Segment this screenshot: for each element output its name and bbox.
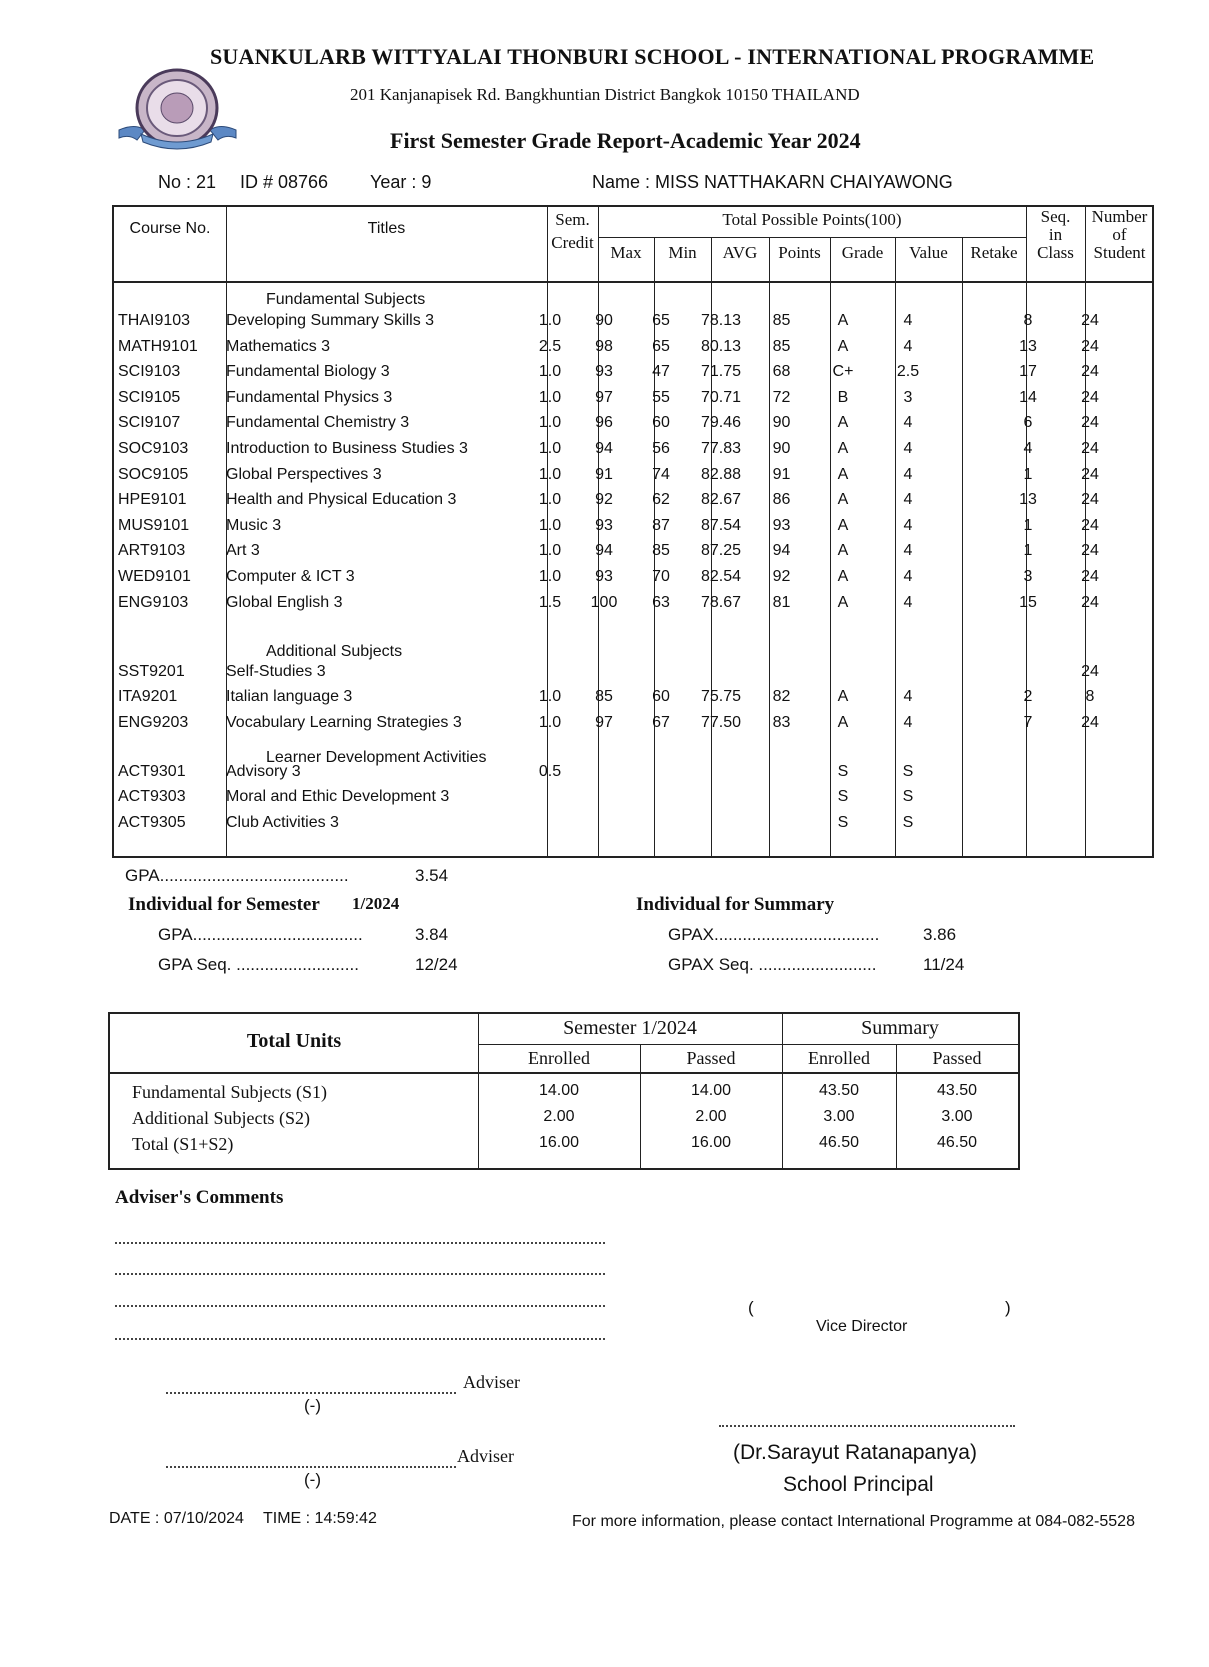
cell-avg: 71.75 bbox=[700, 363, 742, 381]
cell-code: THAI9103 bbox=[118, 312, 191, 329]
sem-gpa-value: 3.84 bbox=[415, 925, 449, 944]
cell-grade: A bbox=[837, 491, 849, 509]
table-row bbox=[114, 590, 1152, 616]
cell-title: Fundamental Chemistry 3 bbox=[226, 414, 410, 432]
cell-value: 4 bbox=[903, 491, 913, 509]
cell-grade: A bbox=[837, 593, 849, 611]
cell-points: 94 bbox=[772, 542, 791, 560]
cell-avg: 75.75 bbox=[700, 688, 742, 706]
cell-grade: A bbox=[837, 516, 849, 534]
cell-seq: 13 bbox=[1019, 491, 1037, 509]
cell-seq: 7 bbox=[1023, 713, 1033, 731]
header-sem: Sem. bbox=[555, 210, 590, 229]
cell-code: MUS9101 bbox=[118, 516, 190, 534]
units-cell: 3.00 bbox=[823, 1108, 855, 1125]
units-sem-passed: Passed bbox=[686, 1048, 736, 1068]
cell-grade: S bbox=[837, 788, 849, 806]
gpax-seq-value: 11/24 bbox=[923, 955, 965, 974]
table-row bbox=[114, 538, 1152, 564]
header-number-of: of bbox=[1112, 225, 1127, 244]
cell-credit: 1.0 bbox=[538, 516, 562, 534]
cell-value: 4 bbox=[903, 516, 913, 534]
cell-num: 24 bbox=[1081, 414, 1099, 432]
cell-min: 60 bbox=[652, 688, 670, 706]
cell-avg: 70.71 bbox=[700, 388, 742, 406]
comments-heading: Adviser's Comments bbox=[115, 1187, 284, 1208]
cell-code: SOC9105 bbox=[118, 465, 189, 483]
units-row-label: Fundamental Subjects (S1) bbox=[132, 1082, 327, 1102]
units-cell: 43.50 bbox=[818, 1082, 860, 1099]
adviser-signature-line bbox=[166, 1392, 456, 1394]
cell-title: Global Perspectives 3 bbox=[226, 465, 382, 483]
cell-code: ACT9305 bbox=[118, 813, 186, 831]
report-title: First Semester Grade Report-Academic Year 2024 bbox=[390, 128, 861, 153]
cell-min: 74 bbox=[652, 465, 670, 483]
comment-line bbox=[115, 1338, 605, 1340]
section-additional: Additional Subjects bbox=[266, 643, 403, 660]
cell-avg: 77.50 bbox=[700, 713, 742, 731]
semester-term: 1/2024 bbox=[352, 894, 400, 913]
units-cell: 2.00 bbox=[695, 1108, 727, 1125]
cell-avg: 82.88 bbox=[700, 465, 742, 483]
cell-points: 82 bbox=[772, 688, 791, 706]
cell-points: 72 bbox=[772, 388, 791, 406]
units-sem-enrolled: Enrolled bbox=[528, 1048, 590, 1068]
cell-code: ACT9303 bbox=[118, 788, 186, 806]
cell-max: 91 bbox=[595, 465, 613, 483]
cell-num: 24 bbox=[1081, 440, 1099, 457]
table-row bbox=[114, 659, 1152, 685]
cell-code: SOC9103 bbox=[118, 440, 189, 457]
cell-seq: 2 bbox=[1023, 688, 1033, 706]
student-name: Name : MISS NATTHAKARN CHAIYAWONG bbox=[592, 172, 953, 192]
cell-max: 98 bbox=[595, 337, 613, 355]
cell-num: 24 bbox=[1081, 542, 1099, 560]
header-grade: Grade bbox=[841, 243, 884, 262]
table-row bbox=[114, 436, 1152, 462]
cell-min: 55 bbox=[652, 388, 670, 406]
cell-points: 81 bbox=[772, 593, 791, 611]
cell-points: 91 bbox=[772, 465, 791, 483]
cell-code: SST9201 bbox=[118, 662, 185, 680]
table-row bbox=[114, 359, 1152, 385]
cell-title: Club Activities 3 bbox=[226, 813, 339, 831]
header-max: Max bbox=[610, 243, 642, 262]
adviser-name-1: (-) bbox=[304, 1396, 321, 1415]
units-sum-passed: Passed bbox=[932, 1048, 982, 1068]
table-row bbox=[114, 684, 1152, 710]
cell-avg: 87.25 bbox=[700, 542, 742, 560]
cell-min: 56 bbox=[652, 440, 670, 457]
gpax-value: 3.86 bbox=[923, 925, 957, 944]
header-course-no: Course No. bbox=[129, 220, 211, 237]
cell-code: ENG9203 bbox=[118, 713, 189, 731]
header-retake: Retake bbox=[970, 243, 1018, 262]
cell-points: 85 bbox=[772, 312, 791, 329]
cell-seq: 1 bbox=[1023, 542, 1033, 560]
cell-points: 85 bbox=[772, 337, 791, 355]
table-row bbox=[114, 410, 1152, 436]
cell-credit: 1.0 bbox=[538, 542, 562, 560]
cell-min: 67 bbox=[652, 713, 670, 731]
cell-max: 93 bbox=[595, 516, 613, 534]
header-number-student: Student bbox=[1093, 243, 1146, 262]
vice-open-paren: ( bbox=[748, 1298, 754, 1317]
header-avg: AVG bbox=[722, 243, 758, 262]
cell-min: 70 bbox=[652, 568, 670, 585]
cell-value: 4 bbox=[903, 337, 913, 355]
units-cell: 46.50 bbox=[936, 1134, 978, 1151]
units-cell: 14.00 bbox=[538, 1082, 580, 1099]
cell-grade: A bbox=[837, 337, 849, 355]
units-cell: 2.00 bbox=[543, 1108, 575, 1125]
cell-credit: 1.0 bbox=[538, 363, 562, 381]
cell-seq: 17 bbox=[1019, 363, 1037, 381]
report-time: TIME : 14:59:42 bbox=[263, 1510, 377, 1527]
cell-grade: A bbox=[837, 440, 849, 457]
cell-num: 8 bbox=[1085, 688, 1095, 706]
cell-seq: 4 bbox=[1023, 440, 1033, 457]
header-seq-in: in bbox=[1048, 225, 1063, 244]
cell-avg: 82.54 bbox=[700, 568, 742, 585]
cell-value: 2.5 bbox=[896, 363, 920, 381]
cell-min: 65 bbox=[652, 337, 670, 355]
cell-grade: A bbox=[837, 713, 849, 731]
sem-seq-value: 12/24 bbox=[415, 955, 458, 974]
cell-title: Computer & ICT 3 bbox=[226, 568, 355, 585]
cell-title: Self-Studies 3 bbox=[226, 662, 326, 680]
cell-min: 65 bbox=[652, 312, 670, 329]
table-row bbox=[114, 334, 1152, 360]
student-year: Year : 9 bbox=[370, 172, 432, 192]
cell-title: Music 3 bbox=[226, 516, 282, 534]
cell-code: WED9101 bbox=[118, 568, 191, 585]
units-cell: 43.50 bbox=[936, 1082, 978, 1099]
cell-avg: 78.67 bbox=[700, 593, 742, 611]
cell-min: 87 bbox=[652, 516, 670, 534]
table-row bbox=[114, 487, 1152, 513]
cell-max: 93 bbox=[595, 363, 613, 381]
cell-min: 63 bbox=[652, 593, 670, 611]
cell-credit: 2.5 bbox=[538, 337, 562, 355]
header-value: Value bbox=[909, 243, 948, 262]
cell-grade: A bbox=[837, 414, 849, 432]
adviser-label-1: Adviser bbox=[463, 1372, 520, 1392]
cell-value: 4 bbox=[903, 465, 913, 483]
cell-avg: 82.67 bbox=[700, 491, 742, 509]
cell-title: Vocabulary Learning Strategies 3 bbox=[226, 713, 462, 731]
cell-seq: 14 bbox=[1019, 388, 1037, 406]
cell-title: Developing Summary Skills 3 bbox=[226, 312, 435, 329]
adviser-label-2: Adviser bbox=[457, 1446, 514, 1466]
units-cell: 16.00 bbox=[690, 1134, 732, 1151]
gpax-label: GPAX................................... bbox=[668, 925, 880, 944]
cell-seq: 1 bbox=[1023, 465, 1033, 483]
table-row bbox=[114, 385, 1152, 411]
units-summary: Summary bbox=[861, 1017, 939, 1039]
cell-num: 24 bbox=[1081, 568, 1099, 585]
principal-signature-line bbox=[719, 1425, 1015, 1427]
cell-title: Introduction to Business Studies 3 bbox=[226, 440, 468, 457]
cell-min: 47 bbox=[652, 363, 670, 381]
cell-min: 60 bbox=[652, 414, 670, 432]
cell-grade: S bbox=[837, 813, 849, 831]
units-table bbox=[108, 1012, 1020, 1170]
cell-seq: 13 bbox=[1019, 337, 1037, 355]
cell-grade: A bbox=[837, 542, 849, 560]
header-titles: Titles bbox=[367, 220, 406, 237]
table-row bbox=[114, 564, 1152, 590]
cell-title: Mathematics 3 bbox=[226, 337, 331, 355]
cell-value: 4 bbox=[903, 688, 913, 706]
cell-max: 96 bbox=[595, 414, 613, 432]
cell-credit: 1.0 bbox=[538, 388, 562, 406]
header-seq: Seq. bbox=[1040, 207, 1071, 226]
cell-avg: 80.13 bbox=[700, 337, 742, 355]
cell-min: 62 bbox=[652, 491, 670, 509]
cell-value: 4 bbox=[903, 568, 913, 585]
cell-code: ENG9103 bbox=[118, 593, 189, 611]
units-semester: Semester 1/2024 bbox=[563, 1017, 697, 1039]
header-min: Min bbox=[668, 243, 697, 262]
gpax-seq-label: GPAX Seq. ......................... bbox=[668, 955, 877, 974]
table-row bbox=[114, 462, 1152, 488]
cell-value: 4 bbox=[903, 713, 913, 731]
units-sum-enrolled: Enrolled bbox=[808, 1048, 870, 1068]
cell-value: 3 bbox=[903, 388, 913, 406]
summary-heading: Individual for Summary bbox=[636, 894, 835, 915]
cell-credit: 1.0 bbox=[538, 465, 562, 483]
cell-min: 85 bbox=[652, 542, 670, 560]
cell-code: MATH9101 bbox=[118, 337, 198, 355]
table-row bbox=[114, 513, 1152, 539]
cell-avg: 79.46 bbox=[700, 414, 742, 432]
vice-close-paren: ) bbox=[1005, 1298, 1011, 1317]
student-id: ID # 08766 bbox=[240, 172, 329, 192]
grade-table bbox=[112, 205, 1154, 858]
cell-code: SCI9105 bbox=[118, 388, 181, 406]
table-row bbox=[114, 710, 1152, 736]
cell-credit: 1.0 bbox=[538, 312, 562, 329]
cell-code: ITA9201 bbox=[118, 688, 178, 706]
cell-num: 24 bbox=[1081, 516, 1099, 534]
cell-title: Health and Physical Education 3 bbox=[226, 491, 457, 509]
cell-seq: 1 bbox=[1023, 516, 1033, 534]
cell-credit: 1.0 bbox=[538, 491, 562, 509]
principal-name: (Dr.Sarayut Ratanapanya) bbox=[733, 1441, 977, 1464]
units-cell: 16.00 bbox=[538, 1134, 580, 1151]
cell-credit: 1.0 bbox=[538, 713, 562, 731]
cell-points: 86 bbox=[772, 491, 791, 509]
cell-grade: S bbox=[837, 762, 849, 780]
school-address: 201 Kanjanapisek Rd. Bangkhuntian District Bangkok 10150 THAILAND bbox=[350, 85, 860, 104]
cell-credit: 1.5 bbox=[538, 593, 562, 611]
header-points: Points bbox=[778, 243, 821, 262]
units-row-label: Total (S1+S2) bbox=[132, 1134, 234, 1154]
header-total-points: Total Possible Points(100) bbox=[722, 210, 902, 229]
cell-value: 4 bbox=[903, 593, 913, 611]
contact-info: For more information, please contact International Programme at 084-082-5528 bbox=[572, 1513, 1135, 1530]
cell-value: 4 bbox=[903, 542, 913, 560]
cell-num: 24 bbox=[1081, 593, 1099, 611]
cell-avg: 78.13 bbox=[700, 312, 742, 329]
cell-credit: 1.0 bbox=[538, 688, 562, 706]
cell-code: SCI9107 bbox=[118, 414, 181, 432]
cell-points: 90 bbox=[772, 414, 791, 432]
school-name: SUANKULARB WITTYALAI THONBURI SCHOOL - INTERNATIONAL PROGRAMME bbox=[210, 44, 1095, 69]
header-number: Number bbox=[1091, 207, 1148, 226]
cell-grade: B bbox=[837, 388, 849, 406]
comment-line bbox=[115, 1242, 605, 1244]
cell-title: Moral and Ethic Development 3 bbox=[226, 788, 450, 806]
table-row bbox=[114, 308, 1152, 334]
cell-num: 24 bbox=[1081, 312, 1099, 329]
cell-grade: A bbox=[837, 688, 849, 706]
cell-max: 92 bbox=[595, 491, 613, 509]
cell-seq: 15 bbox=[1019, 593, 1037, 611]
cell-max: 94 bbox=[595, 440, 613, 457]
gpa-value: 3.54 bbox=[415, 866, 449, 885]
cell-code: HPE9101 bbox=[118, 491, 187, 509]
table-row bbox=[114, 810, 1152, 836]
cell-grade: C+ bbox=[832, 363, 854, 381]
cell-value: S bbox=[902, 762, 914, 780]
cell-points: 93 bbox=[772, 516, 791, 534]
sem-gpa-label: GPA.................................... bbox=[158, 925, 363, 944]
cell-num: 24 bbox=[1081, 662, 1099, 680]
cell-title: Italian language 3 bbox=[226, 688, 353, 706]
cell-num: 24 bbox=[1081, 363, 1099, 381]
table-row bbox=[114, 759, 1152, 785]
cell-max: 97 bbox=[595, 713, 613, 731]
cell-max: 93 bbox=[595, 568, 613, 585]
cell-value: 4 bbox=[903, 414, 913, 432]
cell-credit: 1.0 bbox=[538, 440, 562, 457]
table-row bbox=[114, 784, 1152, 810]
cell-avg: 87.54 bbox=[700, 516, 742, 534]
cell-max: 100 bbox=[590, 593, 618, 611]
cell-title: Advisory 3 bbox=[226, 762, 301, 780]
units-row-label: Additional Subjects (S2) bbox=[132, 1108, 310, 1128]
cell-grade: A bbox=[837, 465, 849, 483]
header-seq-class: Class bbox=[1037, 243, 1074, 262]
school-seal-icon bbox=[115, 68, 240, 153]
cell-code: SCI9103 bbox=[118, 363, 181, 381]
cell-seq: 8 bbox=[1023, 312, 1033, 329]
semester-heading: Individual for Semester bbox=[128, 894, 320, 915]
cell-seq: 6 bbox=[1023, 414, 1033, 432]
cell-credit: 1.0 bbox=[538, 414, 562, 432]
section-fundamental: Fundamental Subjects bbox=[266, 291, 426, 308]
cell-code: ACT9301 bbox=[118, 762, 186, 780]
cell-value: 4 bbox=[903, 312, 913, 329]
cell-points: 68 bbox=[772, 363, 791, 381]
cell-grade: A bbox=[837, 312, 849, 329]
cell-max: 85 bbox=[595, 688, 613, 706]
units-cell: 14.00 bbox=[690, 1082, 732, 1099]
cell-title: Fundamental Physics 3 bbox=[226, 388, 393, 406]
adviser-name-2: (-) bbox=[304, 1470, 321, 1489]
cell-code: ART9103 bbox=[118, 542, 186, 560]
cell-avg: 77.83 bbox=[700, 440, 742, 457]
cell-credit: 0.5 bbox=[538, 762, 562, 780]
principal-title: School Principal bbox=[783, 1473, 934, 1496]
report-date: DATE : 07/10/2024 bbox=[109, 1510, 244, 1527]
adviser-signature-line bbox=[166, 1466, 456, 1468]
cell-max: 97 bbox=[595, 388, 613, 406]
cell-points: 83 bbox=[772, 713, 791, 731]
section-learner: Learner Development Activities bbox=[266, 749, 487, 766]
cell-num: 24 bbox=[1081, 713, 1099, 731]
cell-max: 94 bbox=[595, 542, 613, 560]
cell-points: 90 bbox=[772, 440, 791, 457]
cell-value: S bbox=[902, 813, 914, 831]
units-cell: 46.50 bbox=[818, 1134, 860, 1151]
cell-num: 24 bbox=[1081, 337, 1099, 355]
cell-title: Art 3 bbox=[226, 542, 260, 560]
cell-grade: A bbox=[837, 568, 849, 585]
cell-credit: 1.0 bbox=[538, 568, 562, 585]
cell-max: 90 bbox=[595, 312, 613, 329]
cell-value: 4 bbox=[903, 440, 913, 457]
cell-value: S bbox=[902, 788, 914, 806]
cell-points: 92 bbox=[772, 568, 791, 585]
cell-num: 24 bbox=[1081, 465, 1099, 483]
student-no: No : 21 bbox=[158, 172, 217, 192]
gpa-label: GPA........................................ bbox=[125, 866, 349, 885]
cell-title: Fundamental Biology 3 bbox=[226, 363, 390, 381]
comment-line bbox=[115, 1273, 605, 1275]
units-cell: 3.00 bbox=[941, 1108, 973, 1125]
header-credit: Credit bbox=[551, 233, 594, 252]
cell-title: Global English 3 bbox=[226, 593, 343, 611]
cell-seq: 3 bbox=[1023, 568, 1033, 585]
units-title: Total Units bbox=[246, 1030, 342, 1052]
comment-line bbox=[115, 1305, 605, 1307]
vice-director-title: Vice Director bbox=[816, 1318, 908, 1335]
cell-num: 24 bbox=[1081, 491, 1099, 509]
sem-seq-label: GPA Seq. .......................... bbox=[158, 955, 359, 974]
cell-num: 24 bbox=[1081, 388, 1099, 406]
